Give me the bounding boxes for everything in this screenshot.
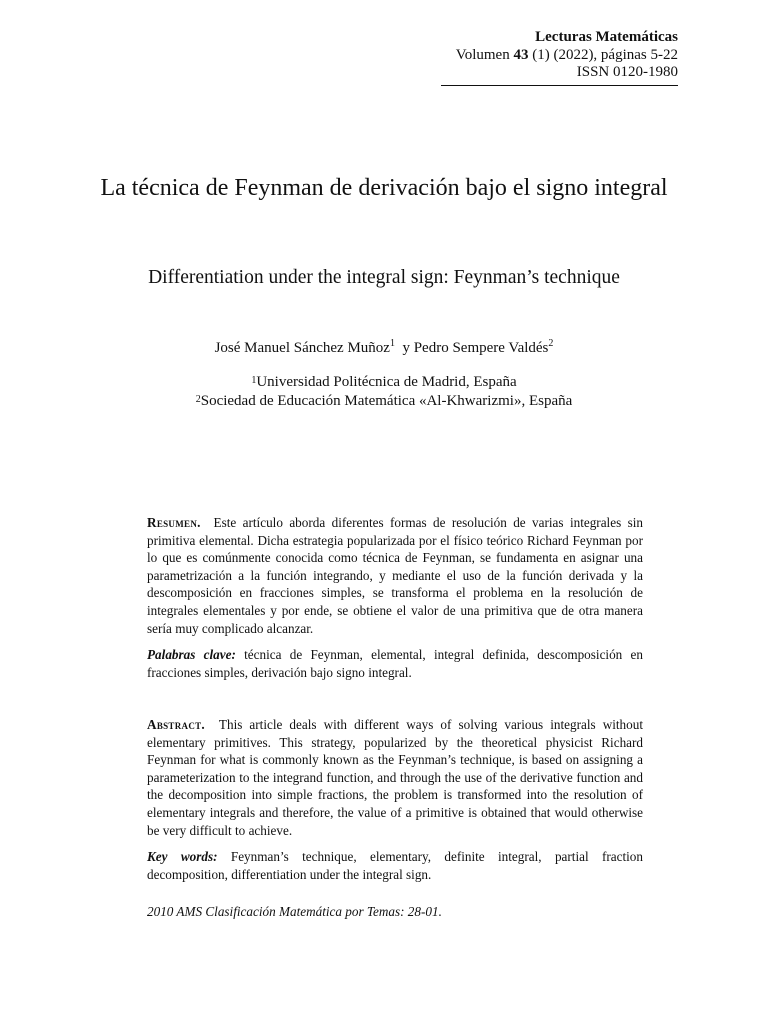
journal-header [456, 29, 678, 82]
palabras-clave-label: Palabras clave: [147, 647, 236, 662]
key-words-text: Feynman’s technique, elementary, definite integral, partial fraction decomposition, differentiation under the integral sign. [147, 849, 643, 882]
abstract-text: This article deals with different ways of solving various integrals without elementary primitives. This strategy, popularized by the theoretical physicist Richard Feynman for what is commonly known as the Feynman’s technique, is based on assigning a parameterization to the integrand function, and through the use of the derivative function and the decomposition into simple fractions, the problem is transformed into the resolution of elementary integrals and therefore, the value of a primitive is obtained that would otherwise be very difficult to achieve. [147, 717, 643, 838]
affiliation-1-sup: 1 [251, 375, 257, 386]
palabras-clave-text: técnica de Feynman, elemental, integral definida, descomposición en fracciones simples, derivación bajo signo integral. [147, 647, 643, 680]
journal-issn: ISSN 0120-1980 [576, 64, 678, 80]
affiliation-1 [90, 373, 678, 392]
palabras-clave-block [147, 646, 643, 681]
affiliation-1-text: Universidad Politécnica de Madrid, España [256, 374, 517, 390]
key-words-block [147, 848, 643, 883]
author-1: José Manuel Sánchez Muñoz [214, 340, 390, 356]
ams-classification: 2010 AMS Clasificación Matemática por Temas: 28-01. [147, 904, 442, 919]
journal-volume [456, 47, 678, 65]
resumen-text: Este artículo aborda diferentes formas de resolución de varias integrales sin primitiva elemental. Dicha estrategia popularizada por el físico teórico Richard Feynman por lo que es comúnmente conocida como técnica de Feynman, se fundamenta en asignar una parametrización a la función integrando, y mediante el uso de la función derivada y la descomposición en fracciones simples, se transforma el problema en la resolución de integrales elementales y por ende, se obtiene el valor de una primitiva que de otra manera sería muy complicado alcanzar. [147, 515, 643, 636]
abstract-block [147, 716, 643, 839]
paper-subtitle: Differentiation under the integral sign: Feynman’s technique [148, 267, 620, 288]
author-2: y Pedro Sempere Valdés [402, 340, 549, 356]
affiliation-2 [90, 392, 678, 411]
author-2-sup: 2 [548, 338, 554, 349]
paper-title: La técnica de Feynman de derivación bajo el signo integral [100, 175, 668, 201]
author-line [90, 340, 678, 357]
volume-rest: (1) (2022), páginas 5-22 [532, 46, 678, 63]
journal-name: Lecturas Matemáticas [535, 29, 678, 45]
affiliation-2-text: Sociedad de Educación Matemática «Al-Khwarizmi», España [200, 393, 573, 409]
abstract-label: Abstract. [147, 717, 206, 732]
resumen-label: Resumen. [147, 515, 201, 530]
volume-prefix: Volumen [455, 46, 510, 63]
resumen-block [147, 514, 643, 637]
affiliations [90, 373, 678, 411]
key-words-label: Key words: [147, 849, 218, 864]
author-1-sup: 1 [389, 338, 395, 349]
affiliation-2-sup: 2 [195, 394, 201, 405]
header-rule [441, 85, 678, 86]
volume-number: 43 [513, 46, 529, 63]
